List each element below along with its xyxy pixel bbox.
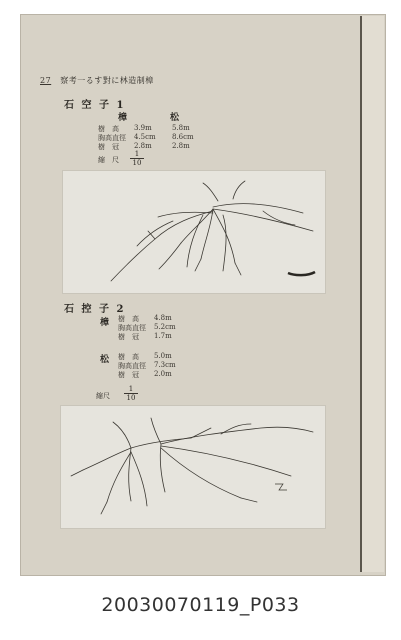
image-id-caption: 20030070119_P033 bbox=[101, 594, 300, 616]
specimen-2-species-pine: 松 bbox=[100, 355, 110, 365]
specimen-2-pine-row-height: 樹 高 5.0m bbox=[118, 352, 172, 361]
specimen-2-pine-row-crown: 樹 冠 2.0m bbox=[118, 370, 172, 379]
facing-page-edge bbox=[360, 16, 384, 572]
running-head bbox=[40, 75, 154, 86]
specimen-2-camphor-row-crown: 樹 冠 1.7m bbox=[118, 332, 172, 341]
specimen-2-scale: $\frac{1}{10}$ bbox=[124, 385, 138, 402]
page-number: 27 bbox=[40, 76, 52, 85]
specimen-2-camphor-row-height: 樹 高 4.8m bbox=[118, 314, 172, 323]
specimen-1-species-camphor: 樟 bbox=[118, 113, 128, 123]
specimen-2-pine-row-dbh: 胸高直徑 7.3cm bbox=[118, 361, 176, 370]
specimen-2-title: 石 控 子 2 bbox=[64, 304, 126, 315]
specimen-1-row-dbh: 胸高直徑 4.5cm 8.6cm bbox=[98, 133, 194, 142]
specimen-1-scale: $\frac{1}{10}$ bbox=[130, 150, 144, 167]
root-sketch-plate-1 bbox=[62, 170, 326, 294]
specimen-1-scale-label: 縮 尺 bbox=[98, 156, 119, 164]
specimen-2-species-camphor: 樟 bbox=[100, 318, 110, 328]
specimen-2-camphor-row-dbh: 胸高直徑 5.2cm bbox=[118, 323, 176, 332]
root-sketch-plate-2 bbox=[60, 405, 326, 529]
specimen-1-species-pine: 松 bbox=[170, 113, 180, 123]
specimen-1-title: 石 空 子 1 bbox=[64, 100, 126, 111]
specimen-1-row-height: 樹 高 3.9m 5.8m bbox=[98, 124, 190, 133]
running-head-title: 察考一るす對に林造制樟 bbox=[60, 76, 154, 85]
specimen-2-scale-label: 縮尺 bbox=[96, 392, 110, 400]
specimen-1-row-crown: 樹 冠 2.8m 2.8m bbox=[98, 142, 190, 151]
